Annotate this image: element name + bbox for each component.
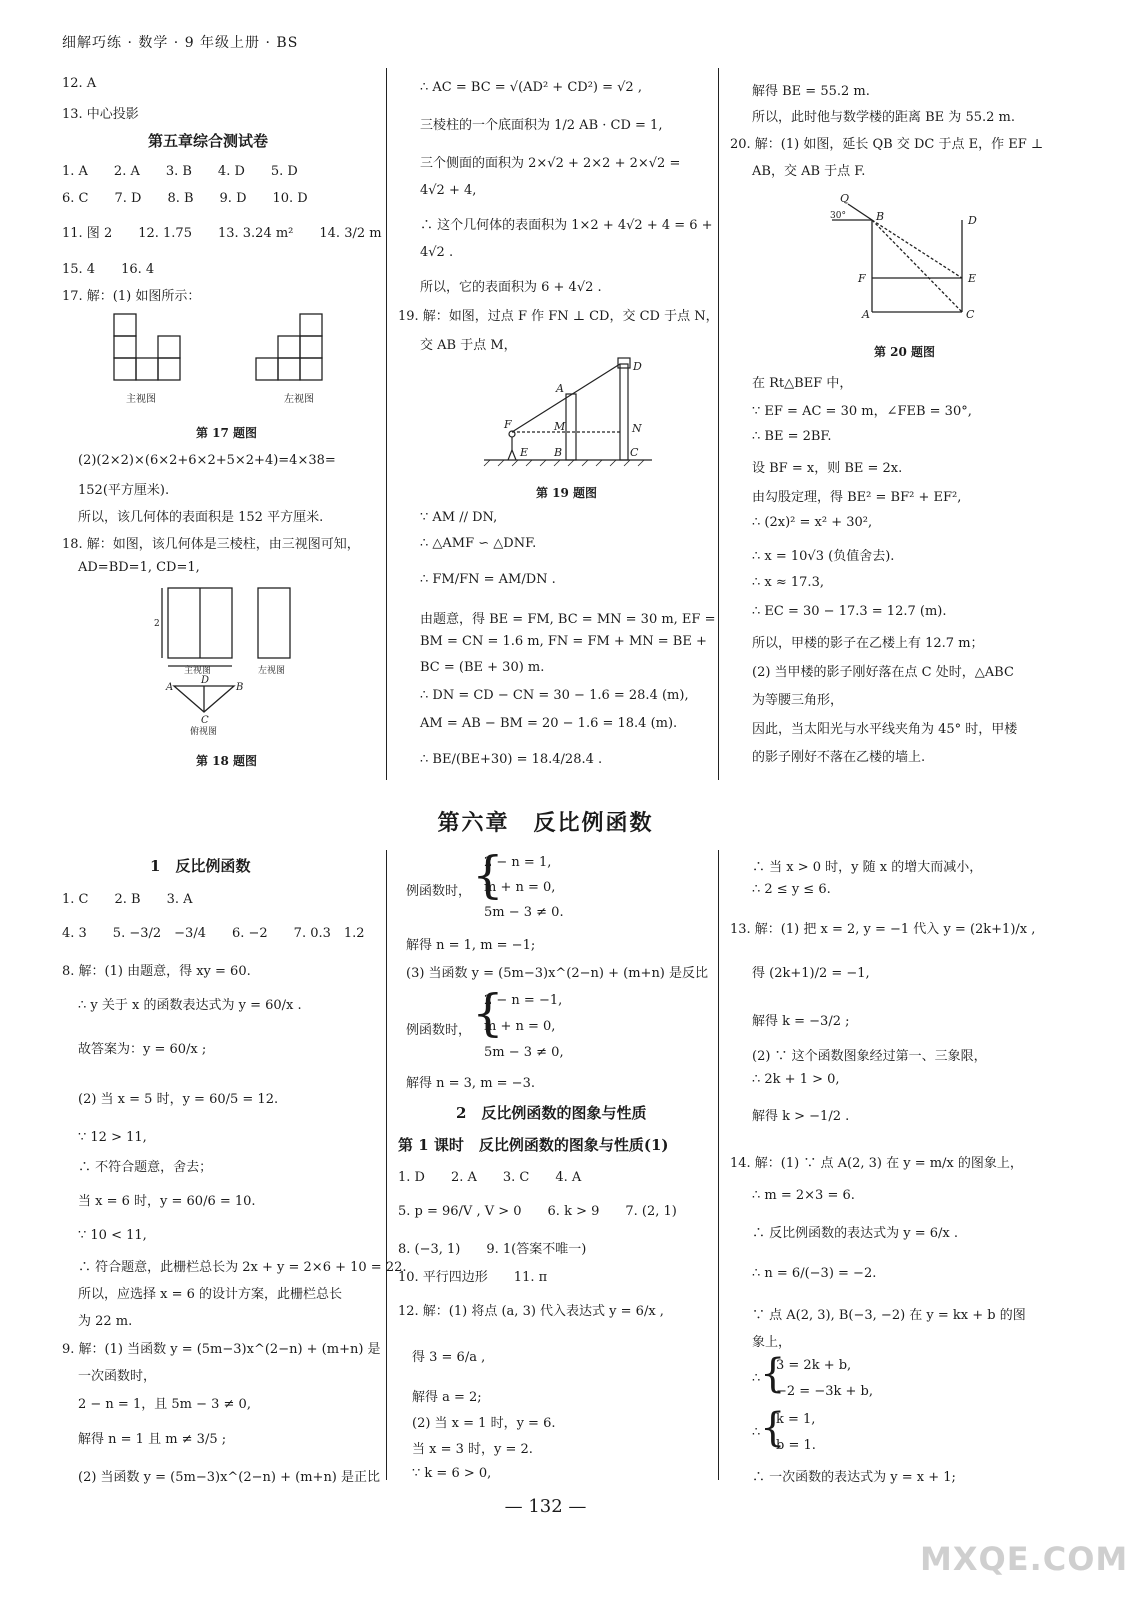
svg-text:A: A <box>556 382 564 395</box>
svg-text:D: D <box>633 360 642 373</box>
answer-line: 得 3 = 6/a , <box>412 1350 486 1365</box>
answer-line: ∵ AM // DN, <box>420 510 498 525</box>
svg-text:B: B <box>554 446 563 459</box>
answer-line: 交 AB 于点 M， <box>420 338 517 353</box>
answer-line: 为等腰三角形， <box>752 693 844 708</box>
answer-line: (2) 当甲楼的影子刚好落在点 C 处时，△ABC <box>752 665 1014 680</box>
answer-line: m + n = 0, <box>484 880 556 895</box>
answer-line: 由题意，得 BE = FM, BC = MN = 30 m, EF = <box>420 612 716 627</box>
column-divider <box>718 68 719 780</box>
answer-line: ∴ BE/(BE+30) = 18.4/28.4 . <box>420 752 603 767</box>
answer-line: 4√2 . <box>420 245 454 260</box>
answer-line: 10. 平行四边形 11. π <box>398 1270 548 1285</box>
answer-line: BC = (BE + 30) m. <box>420 660 545 675</box>
answer-line: 9. 解：(1) 当函数 y = (5m−3)x^(2−n) + (m+n) 是 <box>62 1342 381 1357</box>
column-divider <box>386 68 387 780</box>
svg-text:2: 2 <box>154 619 160 629</box>
answer-line: 由勾股定理，得 BE² = BF² + EF², <box>752 490 962 505</box>
svg-text:M: M <box>554 420 566 433</box>
answer-line: 2 − n = −1, <box>484 993 563 1008</box>
answer-line: ∴ 2 ≤ y ≤ 6. <box>752 882 831 897</box>
answer-line: 解得 n = 1, m = −1; <box>406 938 536 953</box>
answer-line: ∴ x ≈ 17.3, <box>752 575 824 590</box>
side-view-label: 左视图 <box>284 394 314 405</box>
answer-line: 6. C 7. D 8. B 9. D 10. D <box>62 191 308 206</box>
answer-line: 1. D 2. A 3. C 4. A <box>398 1170 582 1185</box>
answer-line: ∴ AC = BC = √(AD² + CD²) = √2 , <box>420 80 642 95</box>
answer-line: ∴ EC = 30 − 17.3 = 12.7 (m). <box>752 604 947 619</box>
answer-line: 例函数时， <box>406 884 472 899</box>
figure-caption: 第 19 题图 <box>536 486 598 500</box>
brace: { <box>472 984 504 1042</box>
answer-line: AD=BD=1, CD=1, <box>78 560 200 575</box>
answer-line: AM = AB − BM = 20 − 1.6 = 18.4 (m). <box>420 716 678 731</box>
svg-text:俯视图: 俯视图 <box>190 727 218 737</box>
brace: { <box>760 1351 786 1397</box>
answer-line: ∵ 10 < 11, <box>78 1228 147 1243</box>
svg-text:E: E <box>968 272 977 285</box>
answer-line: 解得 n = 3, m = −3. <box>406 1076 535 1091</box>
answer-line: 一次函数时， <box>78 1369 157 1384</box>
answer-line: 解得 BE = 55.2 m. <box>752 84 870 99</box>
answer-line: AB，交 AB 于点 F. <box>752 164 866 179</box>
svg-text:C: C <box>201 715 209 726</box>
svg-text:D: D <box>968 214 977 227</box>
answer-line: 解得 n = 1 且 m ≠ 3/5 ; <box>78 1432 227 1447</box>
svg-text:30°: 30° <box>830 211 846 221</box>
svg-text:左视图: 左视图 <box>258 666 286 676</box>
answer-line: k = 1, <box>776 1412 816 1427</box>
answer-line: 4. 3 5. −3/2 −3/4 6. −2 7. 0.3 1.2 <box>62 926 365 941</box>
svg-text:D: D <box>201 675 210 686</box>
svg-text:C: C <box>630 446 639 459</box>
answer-line: 5. p = 96/V , V > 0 6. k > 9 7. (2, 1) <box>398 1204 677 1219</box>
svg-text:N: N <box>632 422 642 435</box>
answer-line: 所以，应选择 x = 6 的设计方案，此栅栏总长 <box>78 1287 343 1302</box>
svg-text:B: B <box>876 210 885 223</box>
answer-line: m + n = 0, <box>484 1019 556 1034</box>
page-number: — 132 — <box>504 1496 587 1517</box>
answer-line: ∵ EF = AC = 30 m，∠FEB = 30°, <box>752 404 972 419</box>
svg-text:Q: Q <box>840 192 850 205</box>
answer-line: ∵ k = 6 > 0, <box>412 1466 492 1481</box>
answer-line: ∴ BE = 2BF. <box>752 429 832 444</box>
answer-line: ∴ 2k + 1 > 0, <box>752 1072 840 1087</box>
answer-line: 17. 解：(1) 如图所示： <box>62 289 201 304</box>
answer-line: ∴ 当 x > 0 时，y 随 x 的增大而减小， <box>752 860 983 875</box>
answer-line: ∴ n = 6/(−3) = −2. <box>752 1266 877 1281</box>
answer-line: 8. (−3, 1) 9. 1(答案不唯一) <box>398 1242 587 1257</box>
brace: { <box>472 846 504 904</box>
answer-line: 所以，该几何体的表面积是 152 平方厘米. <box>78 510 324 525</box>
svg-text:A: A <box>166 682 174 693</box>
figure-caption: 第 18 题图 <box>196 754 258 768</box>
answer-line: 因此，当太阳光与水平线夹角为 45° 时，甲楼 <box>752 722 1018 737</box>
section-title: 1 反比例函数 <box>150 857 251 875</box>
answer-line: ∵ 12 > 11, <box>78 1130 147 1145</box>
answer-line: b = 1. <box>776 1438 816 1453</box>
answer-line: 当 x = 3 时，y = 2. <box>412 1442 533 1457</box>
answer-line: 4√2 + 4, <box>420 183 477 198</box>
answer-line: ∴ DN = CD − CN = 30 − 1.6 = 28.4 (m), <box>420 688 689 703</box>
answer-line: 在 Rt△BEF 中， <box>752 376 853 391</box>
section-title: 第 1 课时 反比例函数的图象与性质(1) <box>398 1136 669 1154</box>
answer-line: 1. C 2. B 3. A <box>62 892 193 907</box>
svg-text:E: E <box>520 446 529 459</box>
answer-line: ∴ <box>752 1371 761 1386</box>
svg-text:B: B <box>236 682 244 693</box>
answer-line: (2) 当 x = 5 时，y = 60/5 = 12. <box>78 1092 279 1107</box>
answer-line: (2) 当 x = 1 时，y = 6. <box>412 1416 556 1431</box>
svg-text:主视图: 主视图 <box>184 666 212 676</box>
answer-line: ∴ 不符合题意，舍去； <box>78 1160 213 1175</box>
answer-line: 18. 解：如图，该几何体是三棱柱，由三视图可知， <box>62 537 360 552</box>
svg-text:F: F <box>504 418 512 431</box>
answer-line: 20. 解：(1) 如图，延长 QB 交 DC 于点 E，作 EF ⊥ <box>730 137 1044 152</box>
answer-line: ∴ y 关于 x 的函数表达式为 y = 60/x . <box>78 998 302 1013</box>
answer-line: 所以，此时他与数学楼的距离 BE 为 55.2 m. <box>752 110 1015 125</box>
answer-line: 的影子刚好不落在乙楼的墙上. <box>752 750 926 765</box>
answer-line: 13. 中心投影 <box>62 107 139 122</box>
figure-caption: 第 17 题图 <box>196 426 258 440</box>
answer-line: 故答案为：y = 60/x ; <box>78 1042 207 1057</box>
answer-line: 三棱柱的一个底面积为 1/2 AB · CD = 1, <box>420 118 663 133</box>
answer-line: 为 22 m. <box>78 1314 133 1329</box>
answer-line: 解得 k = −3/2 ; <box>752 1014 850 1029</box>
figure-19 <box>480 356 660 468</box>
answer-line: 设 BF = x，则 BE = 2x. <box>752 461 903 476</box>
brace: { <box>760 1405 786 1451</box>
answer-line: 8. 解：(1) 由题意，得 xy = 60. <box>62 964 251 979</box>
answer-line: ∴ 反比例函数的表达式为 y = 6/x . <box>752 1226 959 1241</box>
answer-line: 2 − n = 1, <box>484 855 552 870</box>
watermark: MXQE.COM <box>920 1540 1128 1578</box>
column-divider <box>386 850 387 1480</box>
answer-line: ∴ x = 10√3 (负值舍去). <box>752 549 895 564</box>
answer-line: −2 = −3k + b, <box>776 1384 873 1399</box>
answer-line: 1. A 2. A 3. B 4. D 5. D <box>62 164 298 179</box>
answer-line: ∴ △AMF ∽ △DNF. <box>420 536 537 551</box>
figure-18 <box>150 582 310 740</box>
answer-line: 15. 4 16. 4 <box>62 262 155 277</box>
answer-line: 当 x = 6 时，y = 60/6 = 10. <box>78 1194 256 1209</box>
answer-line: ∴ <box>752 1425 761 1440</box>
answer-line: 14. 解：(1) ∵ 点 A(2, 3) 在 y = m/x 的图象上， <box>730 1156 1023 1171</box>
answer-line: 所以，它的表面积为 6 + 4√2 . <box>420 280 602 295</box>
page-header: 细解巧练 · 数学 · 9 年级上册 · BS <box>62 35 299 51</box>
answer-line: 19. 解：如图，过点 F 作 FN ⊥ CD，交 CD 于点 N， <box>398 309 719 324</box>
answer-line: 5m − 3 ≠ 0. <box>484 905 564 920</box>
answer-line: 5m − 3 ≠ 0, <box>484 1045 564 1060</box>
answer-line: (2)(2×2)×(6×2+6×2+5×2+4)=4×38= <box>78 453 336 468</box>
answer-line: (2) 当函数 y = (5m−3)x^(2−n) + (m+n) 是正比 <box>78 1470 381 1485</box>
column-divider <box>718 850 719 1480</box>
chapter-title: 第六章 反比例函数 <box>437 810 654 836</box>
answer-line: ∴ m = 2×3 = 6. <box>752 1188 855 1203</box>
answer-line: 3 = 2k + b, <box>776 1358 852 1373</box>
answer-line: 解得 a = 2; <box>412 1390 482 1405</box>
figure-20 <box>818 190 988 322</box>
figure-caption: 第 20 题图 <box>874 345 936 359</box>
answer-line: 12. A <box>62 76 97 91</box>
answer-line: ∴ 一次函数的表达式为 y = x + 1; <box>752 1470 956 1485</box>
answer-line: 152(平方厘米). <box>78 483 170 498</box>
answer-line: 11. 图 2 12. 1.75 13. 3.24 m² 14. 3/2 m <box>62 226 382 241</box>
answer-line: BM = CN = 1.6 m, FN = FM + MN = BE + <box>420 634 707 649</box>
answer-line: ∴ FM/FN = AM/DN . <box>420 572 556 587</box>
answer-line: ∵ 点 A(2, 3), B(−3, −2) 在 y = kx + b 的图 <box>752 1308 1026 1323</box>
front-view-label: 主视图 <box>126 394 156 405</box>
svg-text:F: F <box>858 272 866 285</box>
answer-line: 2 − n = 1，且 5m − 3 ≠ 0, <box>78 1397 251 1412</box>
svg-text:A: A <box>862 308 870 321</box>
answer-line: 所以，甲楼的影子在乙楼上有 12.7 m； <box>752 636 984 651</box>
answer-line: ∴ (2x)² = x² + 30², <box>752 515 873 530</box>
answer-line: (2) ∵ 这个函数图象经过第一、三象限， <box>752 1049 987 1064</box>
answer-line: 12. 解：(1) 将点 (a, 3) 代入表达式 y = 6/x , <box>398 1304 664 1319</box>
answer-line: ∴ 这个几何体的表面积为 1×2 + 4√2 + 4 = 6 + <box>420 218 713 233</box>
answer-line: 得 (2k+1)/2 = −1, <box>752 966 870 981</box>
answer-line: ∴ 符合题意，此栅栏总长为 2x + y = 2×6 + 10 = 22. <box>78 1260 407 1275</box>
answer-line: 13. 解：(1) 把 x = 2, y = −1 代入 y = (2k+1)/x , <box>730 922 1036 937</box>
section-title: 第五章综合测试卷 <box>148 132 269 150</box>
svg-text:C: C <box>966 308 975 321</box>
answer-line: 三个侧面的面积为 2×√2 + 2×2 + 2×√2 = <box>420 156 681 171</box>
answer-line: 象上， <box>752 1335 792 1350</box>
answer-line: (3) 当函数 y = (5m−3)x^(2−n) + (m+n) 是反比 <box>406 966 709 981</box>
answer-line: 例函数时， <box>406 1023 472 1038</box>
answer-line: 解得 k > −1/2 . <box>752 1109 850 1124</box>
section-title: 2 反比例函数的图象与性质 <box>456 1104 647 1122</box>
figure-17 <box>100 308 360 413</box>
